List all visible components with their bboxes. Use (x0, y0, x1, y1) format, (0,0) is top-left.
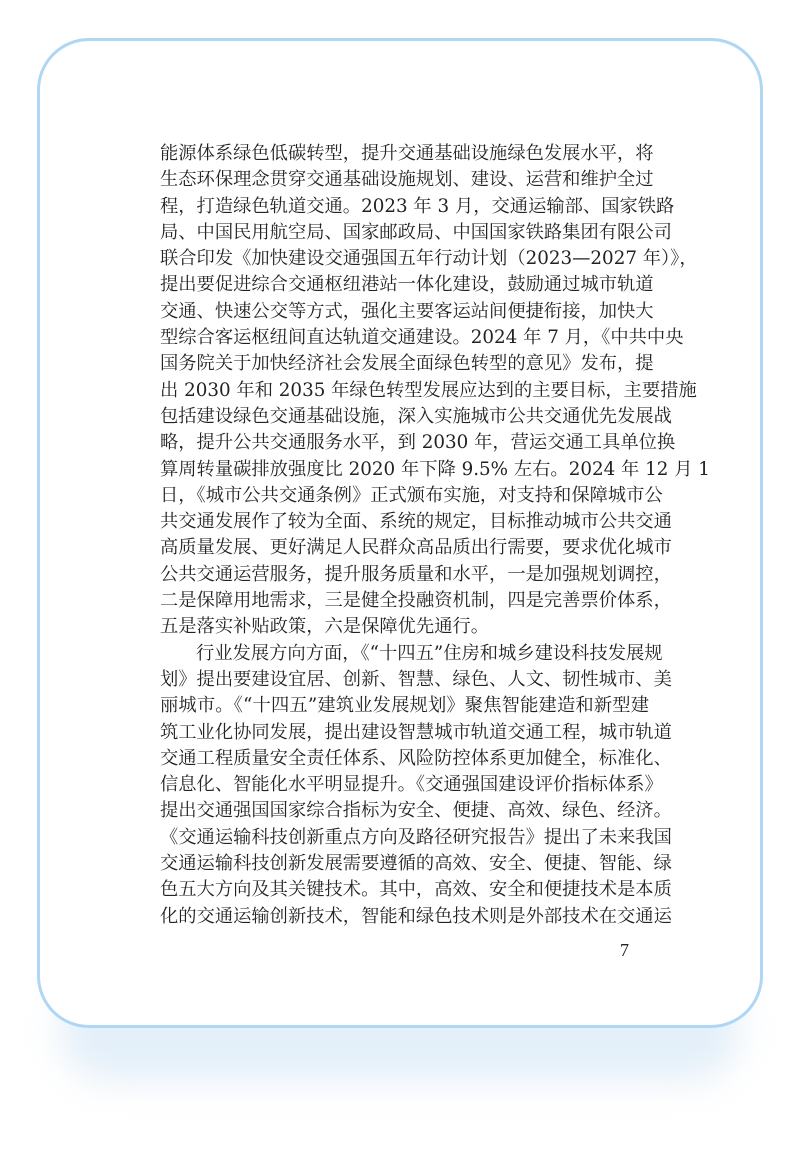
text-line: 丽城市。《“十四五”建筑业发展规划》聚焦智能建造和新型建 (160, 695, 649, 717)
text-line: 型综合客运枢纽间直达轨道交通建设。2024 年 7 月，《中共中央 (160, 327, 684, 349)
text-line: 略，提升公共交通服务水平，到 2030 年，营运交通工具单位换 (160, 432, 676, 454)
text-line: 共交通发展作了较为全面、系统的规定，目标推动城市公共交通 (160, 511, 672, 533)
text-line: 划》提出要建设宜居、创新、智慧、绿色、人文、韧性城市、美 (160, 668, 672, 690)
text-line: 五是落实补贴政策，六是保障优先通行。 (160, 616, 490, 638)
text-line: 局、中国民用航空局、国家邮政局、中国国家铁路集团有限公司 (160, 221, 672, 243)
text-line: 高质量发展、更好满足人民群众高品质出行需要，要求优化城市 (160, 537, 672, 559)
page-number: 7 (620, 940, 629, 960)
text-line: 信息化、智能化水平明显提升。《交通强国建设评价指标体系》 (160, 774, 663, 796)
text-line: 化的交通运输创新技术，智能和绿色技术则是外部技术在交通运 (160, 905, 672, 927)
text-line: 行业发展方向方面，《“十四五”住房和城乡建设科技发展规 (196, 642, 663, 664)
text-line: 公共交通运营服务，提升服务质量和水平，一是加强规划调控， (160, 563, 672, 585)
text-line: 能源体系绿色低碳转型，提升交通基础设施绿色发展水平，将 (160, 143, 654, 164)
text-line: 《交通运输科技创新重点方向及路径研究报告》提出了未来我国 (160, 826, 672, 848)
text-line: 交通运输科技创新发展需要遵循的高效、安全、便捷、智能、绿 (160, 853, 672, 875)
text-line: 交通、快速公交等方式，强化主要客运站间便捷衔接，加快大 (160, 300, 654, 322)
paragraph (160, 141, 710, 641)
text-line: 色五大方向及其关键技术。其中，高效、安全和便捷技术是本质 (160, 879, 672, 901)
text-line: 提出要促进综合交通枢纽港站一体化建设，鼓励通过城市轨道 (160, 274, 654, 296)
text-line: 联合印发《加快建设交通强国五年行动计划（2023—2027 年）》， (160, 248, 698, 270)
text-line: 二是保障用地需求，三是健全投融资机制，四是完善票价体系， (160, 590, 672, 612)
text-line: 算周转量碳排放强度比 2020 年下降 9.5% 左右。2024 年 12 月 1 (160, 458, 710, 480)
text-line: 生态环保理念贯穿交通基础设施规划、建设、运营和维护全过 (160, 169, 654, 191)
text-line: 提出交通强国国家综合指标为安全、便捷、高效、绿色、经济。 (160, 800, 672, 822)
text-line: 程，打造绿色轨道交通。2023 年 3 月，交通运输部、国家铁路 (160, 195, 675, 217)
text-line: 出 2030 年和 2035 年绿色转型发展应达到的主要目标，主要措施 (160, 379, 697, 401)
text-line: 交通工程质量安全责任体系、风险防控体系更加健全，标准化、 (160, 747, 672, 769)
paragraph (160, 641, 672, 930)
text-line: 包括建设绿色交通基础设施，深入实施城市公共交通优先发展战 (160, 405, 672, 427)
text-line: 国务院关于加快经济社会发展全面绿色转型的意见》发布，提 (160, 353, 654, 375)
text-line: 筑工业化协同发展，提出建设智慧城市轨道交通工程，城市轨道 (160, 721, 672, 743)
body-text (160, 141, 710, 930)
text-line: 日，《城市公共交通条例》正式颁布实施，对支持和保障城市公 (160, 484, 663, 506)
